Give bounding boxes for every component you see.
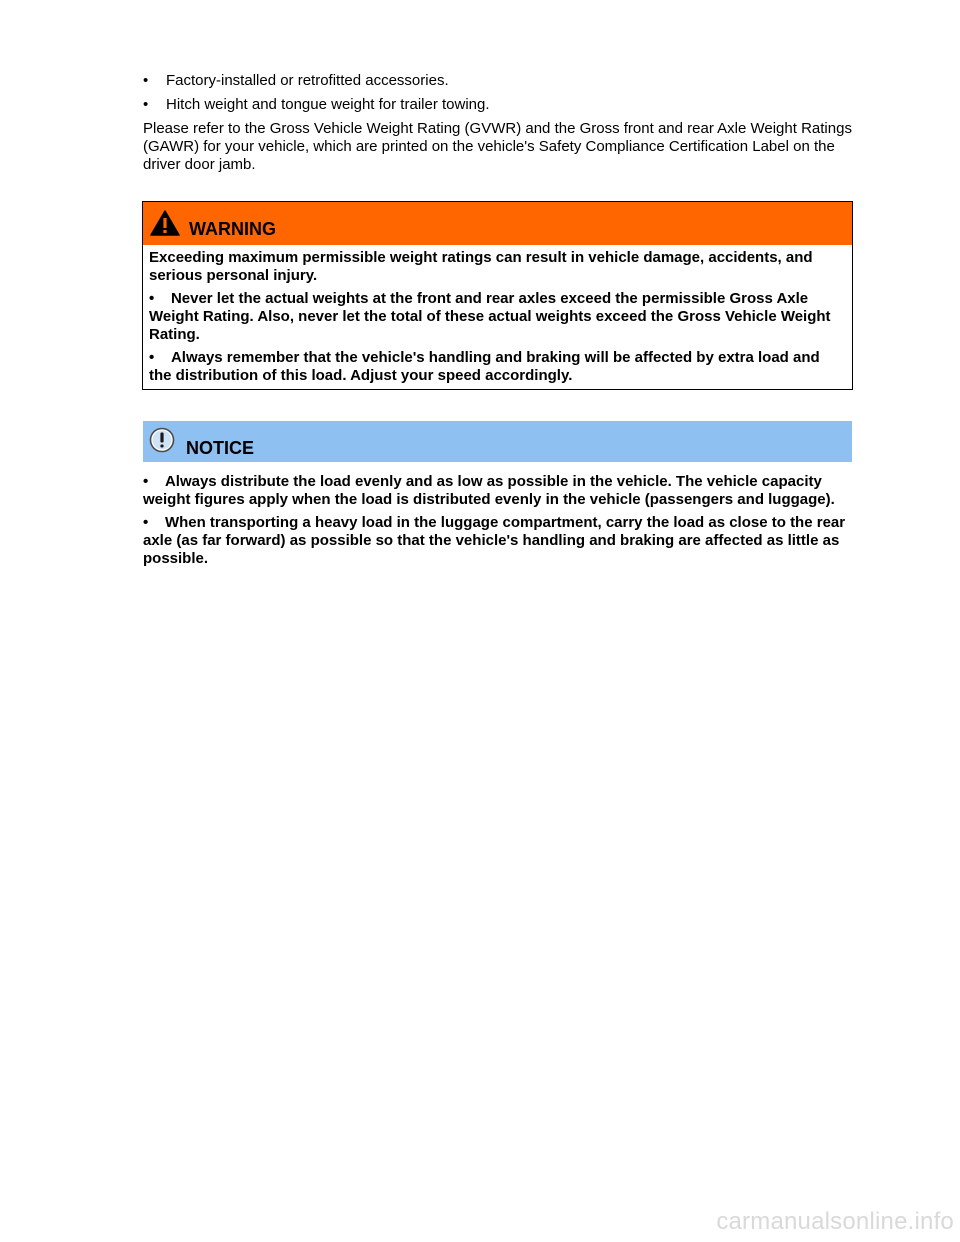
notice-item-text: When transporting a heavy load in the luggage compartment, carry the load as close to the rear axle (as far forward) as possible so that the vehicle's handling and braking are affected as little as possible.: [143, 514, 846, 567]
warning-item: [149, 349, 846, 385]
warning-box: [142, 201, 853, 390]
list-item: [143, 72, 853, 90]
warning-body: [143, 245, 852, 389]
warning-item-text: Always remember that the vehicle's handling and braking will be affected by extra load and the distribution of this load. Adjust your speed accordingly.: [149, 349, 820, 384]
warning-triangle-icon: [150, 210, 180, 236]
watermark: carmanualsonline.info: [716, 1208, 954, 1235]
notice-header: [143, 421, 852, 462]
bullet-dot: •: [149, 290, 155, 307]
warning-title: WARNING: [189, 219, 276, 239]
warning-item: [149, 290, 846, 344]
accessory-list: [143, 72, 853, 114]
intro-paragraph: Please refer to the Gross Vehicle Weight Rating (GVWR) and the Gross front and rear Axle Weight Ratings (GAWR) for your vehicle, which are printed on the vehicle's Safety Compliance Certification Label on the driver door jamb.: [143, 120, 852, 173]
bullet-dot: •: [149, 349, 155, 366]
bullet-dot: •: [143, 72, 149, 89]
bullet-dot: •: [143, 514, 149, 531]
notice-item: [143, 473, 855, 509]
notice-item-text: Always distribute the load evenly and as low as possible in the vehicle. The vehicle capacity weight figures apply when the load is distributed evenly in the vehicle (passengers and luggage).: [143, 473, 835, 508]
warning-header: [143, 202, 852, 245]
notice-item: [143, 514, 855, 568]
list-item-text: Hitch weight and tongue weight for trailer towing.: [166, 96, 490, 113]
warning-intro: Exceeding maximum permissible weight ratings can result in vehicle damage, accidents, and serious personal injury.: [149, 249, 813, 284]
notice-title: NOTICE: [186, 438, 255, 458]
bullet-dot: •: [143, 473, 149, 490]
exclamation-circle-icon: [149, 427, 175, 453]
warning-item-text: Never let the actual weights at the front and rear axles exceed the permissible Gross Axle Weight Rating. Also, never let the total of these actual weights exceed the Gross Vehicle Weight Rating.: [149, 290, 831, 343]
list-item: [143, 96, 853, 114]
bullet-dot: •: [143, 96, 149, 113]
notice-body: [143, 473, 855, 573]
page-content: [143, 72, 853, 174]
list-item-text: Factory-installed or retrofitted accessories.: [166, 72, 449, 89]
